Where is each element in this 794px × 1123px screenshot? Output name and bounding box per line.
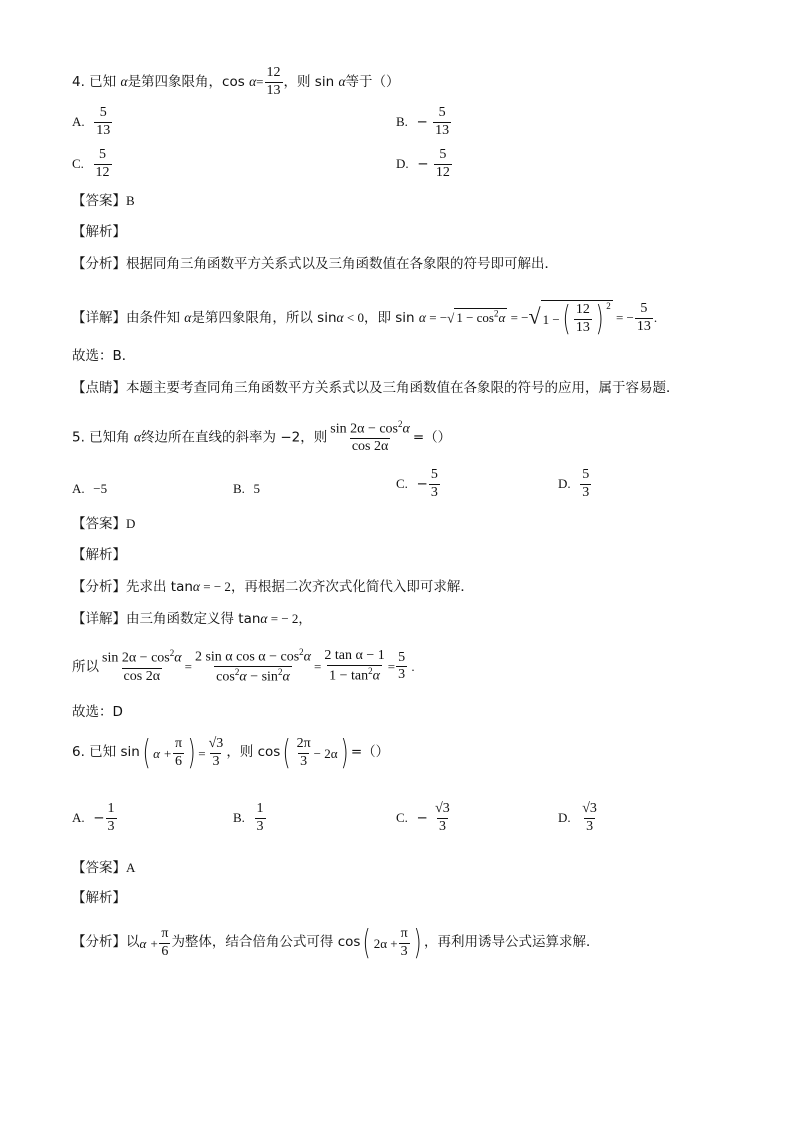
q4-option-c[interactable]: C. $\frac{5}{12}$	[72, 147, 110, 180]
q4-stem-end: 等于（）	[345, 74, 400, 91]
q6-option-d[interactable]: D. $\frac{√3}{3}$	[558, 801, 597, 834]
sqrt-expression: √ $1 - \cos^2\alpha$	[447, 309, 506, 326]
q6-fenxi: 【分析】 以 α + $\frac{\pi}{6}$ 为整体，结合倍角公式可得 cos ( 2α + $\frac{\pi}{3}$ ) ，再利用诱导公式运算求解．	[72, 923, 600, 963]
alpha-symbol: α	[120, 74, 128, 90]
answer-tag: 【答案】	[72, 193, 126, 209]
q4-guxuan: 故选：B．	[72, 348, 136, 364]
answer-value: B	[126, 193, 135, 208]
fenxi-text: 根据同角三角函数平方关系式以及三角函数值在各象限的符号即可解出．	[126, 256, 558, 272]
q4-stem-post: ，则 sin	[283, 74, 339, 91]
xiangjie-tag: 【详解】	[72, 310, 126, 326]
q6-option-a[interactable]: A. − $\frac{1}{3}$	[72, 801, 115, 834]
dianjing-tag: 【点睛】	[72, 380, 126, 396]
q5-option-c[interactable]: C. − $\frac{5}{3}$	[396, 467, 438, 500]
q5-fraction: $\frac{\sin 2\alpha - \cos^2\alpha}{\cos 2\alpha}$	[330, 419, 410, 455]
q4-stem	[72, 66, 400, 98]
q5-analysis-tag: 【解析】	[72, 547, 126, 563]
q5-option-b[interactable]: B. 5	[233, 481, 261, 496]
q4-option-a[interactable]: A. $\frac{5}{13}$	[72, 105, 111, 138]
dianjing-text: 本题主要考查同角三角函数平方关系式以及三角函数值在各象限的符号的应用，属于容易题．	[126, 380, 680, 396]
q5-answer: 【答案】D	[72, 516, 136, 532]
q5-guxuan: 故选：D	[72, 704, 123, 720]
q4-stem-mid: 是第四象限角，cos	[127, 74, 250, 91]
q4-stem-prefix: 4. 已知	[72, 74, 121, 91]
q5-stem-prefix: 5. 已知角	[72, 429, 134, 446]
q6-option-c[interactable]: C. − $\frac{√3}{3}$	[396, 801, 450, 834]
q6-answer: 【答案】A	[72, 860, 136, 876]
alpha-symbol: α	[249, 74, 257, 90]
fenxi-tag: 【分析】	[72, 256, 126, 272]
q4-dianjing	[72, 382, 680, 396]
q6-option-b[interactable]: B. $\frac{1}{3}$	[233, 801, 264, 834]
q4-option-b[interactable]: B. − $\frac{5}{13}$	[396, 105, 450, 138]
q5-stem-mid: 终边所在直线的斜率为 −2，则	[141, 429, 328, 446]
q6-analysis-tag: 【解析】	[72, 890, 126, 906]
equals: =	[256, 74, 264, 90]
q4-analysis-tag: 【解析】	[72, 224, 126, 240]
q4-answer	[72, 194, 135, 209]
q4-fenxi	[72, 258, 558, 272]
sqrt-expression-2: √ 1 − ( $\frac{12}{13}$ ) $^2$	[528, 299, 611, 339]
q5-stem: 5. 已知角 α终边所在直线的斜率为 −2，则 $\frac{\sin 2\alpha - \cos^2\alpha}{\cos 2\alpha}$ =（）	[72, 419, 452, 455]
alpha-symbol: α	[338, 74, 346, 90]
q5-derivation: 所以 $\frac{\sin 2\alpha - \cos^2\alpha}{\cos 2\alpha}$ = $\frac{2 \sin \alpha \cos \alpha - \cos^2\alpha}{\cos^2\alpha - \sin^2\alpha}$ = $\frac{\text{2 tan α − 1}}{1 - \tan^2\alpha}$ = $\frac{5}{3}$ .	[72, 647, 415, 685]
q4-xiangjie: 【详解】由条件知 α是第四象限角，所以 sinα < 0，即 sin α = −√ $1 - \cos^2\alpha$ = −√ 1 − ( $\frac{12}{13}$ ) $^2$ = − $\frac{5}{13}$ .	[72, 299, 658, 339]
q5-option-d[interactable]: D. $\frac{5}{3}$	[558, 467, 590, 500]
q5-xiangjie: 【详解】由三角函数定义得 tanα = − 2，	[72, 611, 312, 627]
q4-cos-fraction: $\frac{12}{13}$	[266, 65, 281, 98]
q5-fenxi: 【分析】先求出 tanα = − 2，再根据二次齐次式化简代入即可求解．	[72, 579, 474, 595]
q6-stem: 6. 已知 sin ( α + $\frac{\pi}{6}$ ) = $\frac{√3}{3}$ ，则 cos ( $\frac{2\pi}{3}$ − 2α ) =（）	[72, 733, 390, 773]
q5-option-a[interactable]: A. −5	[72, 481, 108, 496]
q4-option-d[interactable]: D. − $\frac{5}{12}$	[396, 147, 450, 180]
